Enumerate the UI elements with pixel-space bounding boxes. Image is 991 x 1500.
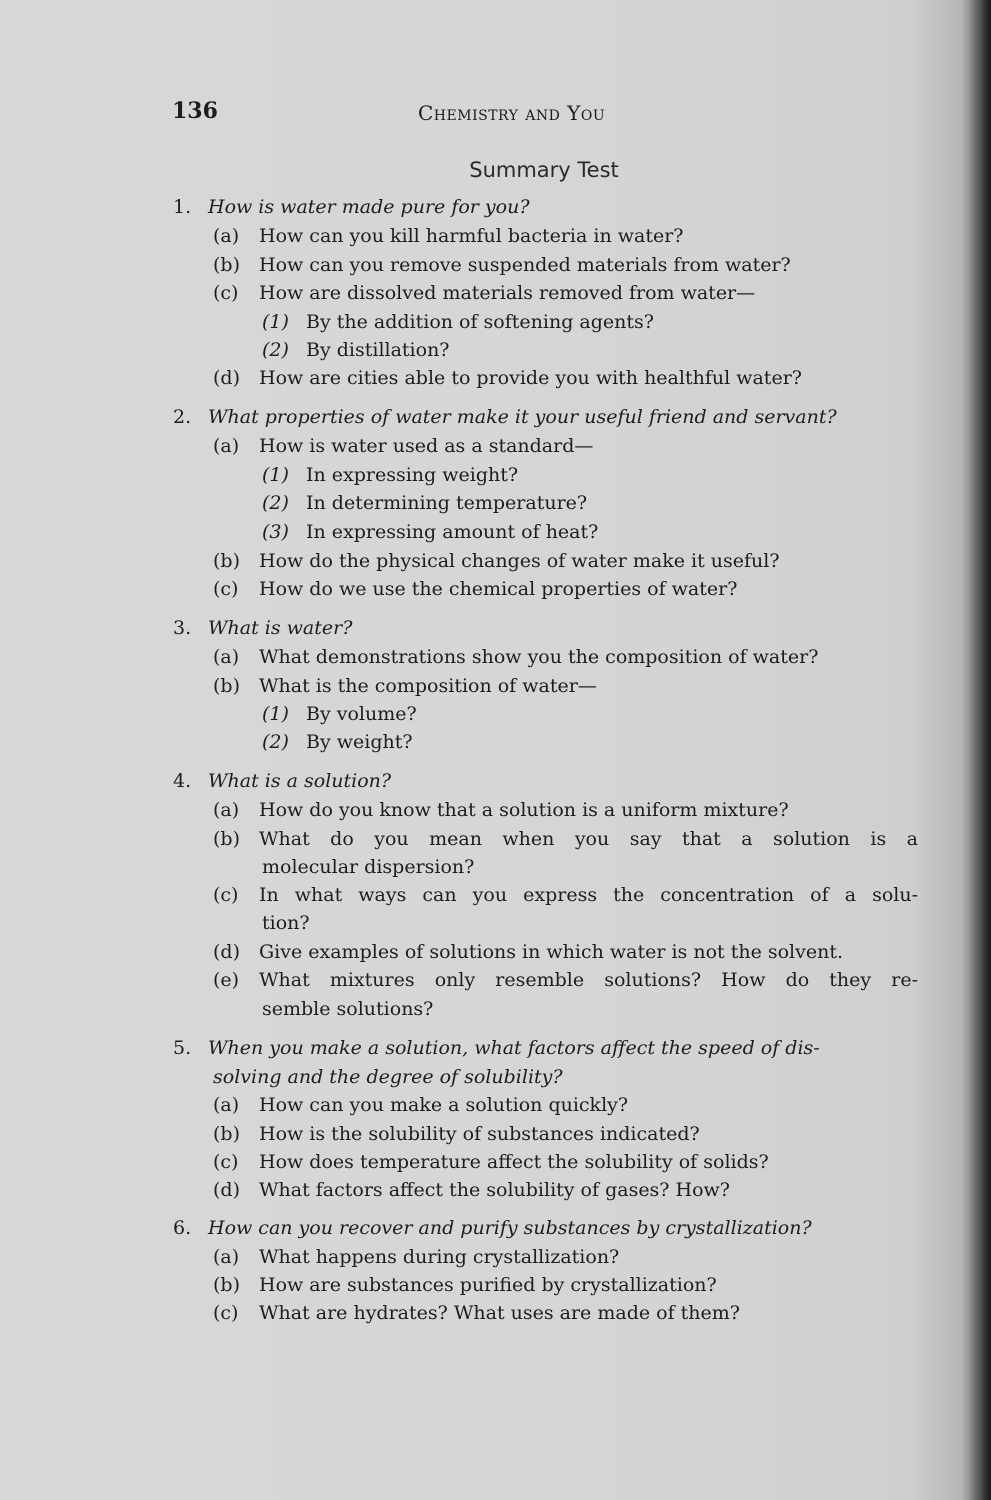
sub-label: (d): [213, 941, 240, 963]
sub-text: What are hydrates? What uses are made of them?: [259, 1302, 740, 1324]
sub-question: [213, 1151, 918, 1173]
question-text-continuation: solving and the degree of solubility?: [213, 1066, 563, 1088]
question-text: When you make a solution, what factors affect the speed of dis-: [208, 1037, 820, 1059]
sub-label: (c): [213, 282, 239, 304]
sub-text: What demonstrations show you the composition of water?: [259, 646, 819, 668]
sub-label: (c): [213, 578, 239, 600]
page-spine-shadow: [969, 0, 991, 1500]
sub-label: (c): [213, 1302, 239, 1324]
sub-text: How do you know that a solution is a uniform mixture?: [259, 799, 789, 821]
question-4: [173, 770, 391, 792]
sub-sub-label: (2): [262, 339, 289, 361]
sub-question: [213, 1094, 918, 1116]
sub-sub-question: [262, 339, 450, 361]
sub-question: [213, 1274, 918, 1296]
sub-question: [213, 1246, 918, 1268]
question-number: 2.: [173, 406, 192, 428]
sub-text-continuation: tion?: [262, 912, 310, 934]
sub-label: (b): [213, 254, 240, 276]
sub-text: How is water used as a standard—: [259, 435, 594, 457]
sub-label: (a): [213, 225, 240, 247]
question-5: [173, 1037, 820, 1059]
sub-sub-label: (2): [262, 731, 289, 753]
question-number: 5.: [173, 1037, 192, 1059]
sub-sub-question: [262, 521, 598, 543]
section-title: Summary Test: [469, 158, 619, 182]
sub-sub-question: [262, 731, 413, 753]
sub-label: (a): [213, 646, 240, 668]
sub-question: [213, 1179, 918, 1201]
sub-sub-text: By the addition of softening agents?: [306, 311, 654, 333]
sub-label: (c): [213, 884, 239, 906]
sub-text: How does temperature affect the solubility of solids?: [259, 1151, 769, 1173]
sub-question: [213, 941, 918, 963]
sub-question: [213, 435, 918, 457]
sub-sub-label: (1): [262, 464, 289, 486]
sub-label: (d): [213, 1179, 240, 1201]
sub-label: (c): [213, 1151, 239, 1173]
sub-label: (a): [213, 799, 240, 821]
sub-text-continuation: molecular dispersion?: [262, 856, 475, 878]
sub-sub-text: In determining temperature?: [306, 492, 588, 514]
sub-text: How are substances purified by crystallization?: [259, 1274, 717, 1296]
sub-question: [213, 578, 918, 600]
sub-sub-text: By weight?: [306, 731, 413, 753]
sub-text-continuation: semble solutions?: [262, 998, 434, 1020]
question-number: 3.: [173, 617, 192, 639]
sub-question: [213, 675, 918, 697]
question-text: What is water?: [208, 617, 353, 639]
question-number: 4.: [173, 770, 192, 792]
sub-question: [213, 969, 918, 991]
sub-sub-question: [262, 492, 587, 514]
sub-label: (e): [213, 969, 240, 991]
sub-text: How are cities able to provide you with healthful water?: [259, 367, 802, 389]
running-title: Chemistry and You: [418, 101, 606, 125]
sub-text: How can you make a solution quickly?: [259, 1094, 629, 1116]
sub-question: [213, 828, 918, 850]
question-3: [173, 617, 352, 639]
sub-sub-text: By volume?: [306, 703, 417, 725]
sub-sub-text: By distillation?: [306, 339, 450, 361]
sub-label: (b): [213, 550, 240, 572]
sub-text: How do we use the chemical properties of water?: [259, 578, 738, 600]
sub-text: What do you mean when you say that a solution is a: [259, 828, 918, 850]
sub-text: What factors affect the solubility of gases? How?: [259, 1179, 730, 1201]
sub-question: [213, 550, 918, 572]
sub-question: [213, 799, 918, 821]
sub-label: (a): [213, 1246, 240, 1268]
sub-sub-text: In expressing weight?: [306, 464, 519, 486]
sub-text: How do the physical changes of water make it useful?: [259, 550, 780, 572]
sub-label: (b): [213, 828, 240, 850]
sub-question: [213, 367, 918, 389]
sub-text: How can you kill harmful bacteria in water?: [259, 225, 684, 247]
page-number: 136: [172, 98, 218, 124]
sub-sub-question: [262, 703, 417, 725]
sub-question: [213, 282, 918, 304]
sub-sub-text: In expressing amount of heat?: [306, 521, 599, 543]
sub-sub-question: [262, 311, 654, 333]
sub-question: [213, 1123, 918, 1145]
sub-question: [213, 646, 918, 668]
question-text: What properties of water make it your useful friend and servant?: [208, 406, 837, 428]
sub-question: [213, 1302, 918, 1324]
sub-label: (b): [213, 1274, 240, 1296]
sub-text: What happens during crystallization?: [259, 1246, 620, 1268]
question-text: How can you recover and purify substances by crystallization?: [208, 1217, 812, 1239]
sub-question: [213, 225, 918, 247]
question-number: 1.: [173, 196, 192, 218]
sub-text: What mixtures only resemble solutions? How do they re-: [259, 969, 918, 991]
sub-sub-label: (1): [262, 311, 289, 333]
sub-sub-label: (1): [262, 703, 289, 725]
sub-label: (a): [213, 435, 240, 457]
sub-text: Give examples of solutions in which water is not the solvent.: [259, 941, 844, 963]
sub-sub-question: [262, 464, 518, 486]
question-number: 6.: [173, 1217, 192, 1239]
sub-question: [213, 254, 918, 276]
sub-label: (d): [213, 367, 240, 389]
sub-text: How is the solubility of substances indicated?: [259, 1123, 700, 1145]
sub-label: (b): [213, 1123, 240, 1145]
sub-text: How are dissolved materials removed from water—: [259, 282, 756, 304]
sub-text: How can you remove suspended materials from water?: [259, 254, 791, 276]
question-2: [173, 406, 837, 428]
sub-label: (b): [213, 675, 240, 697]
sub-question: [213, 884, 918, 906]
question-6: [173, 1217, 812, 1239]
sub-sub-label: (3): [262, 521, 289, 543]
question-1: [173, 196, 530, 218]
sub-text: In what ways can you express the concentration of a solu-: [259, 884, 918, 906]
sub-sub-label: (2): [262, 492, 289, 514]
question-text: How is water made pure for you?: [208, 196, 530, 218]
question-text: What is a solution?: [208, 770, 392, 792]
sub-text: What is the composition of water—: [259, 675, 597, 697]
sub-label: (a): [213, 1094, 240, 1116]
